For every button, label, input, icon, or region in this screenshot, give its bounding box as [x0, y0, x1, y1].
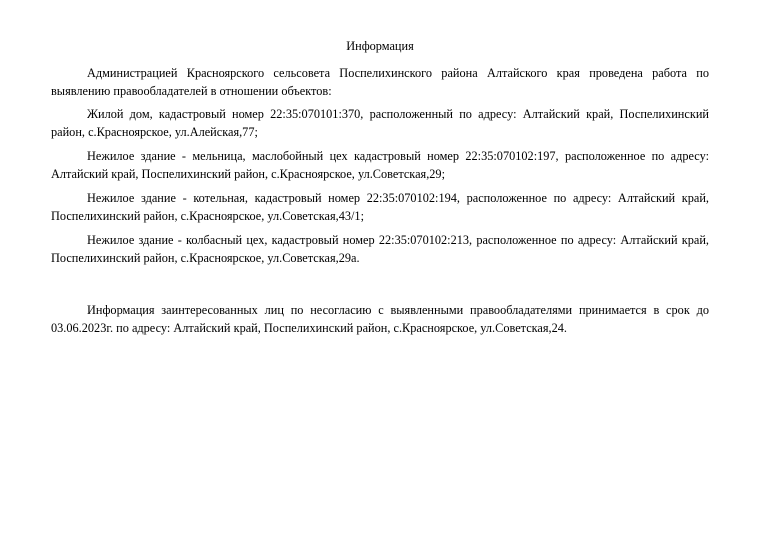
object-paragraph-sausage-shop: Нежилое здание - колбасный цех, кадастровый номер 22:35:070102:213, расположенное по адресу: Алтайский край, Поспелихинский район, с.Красноярское, ул.Советская,29а. — [51, 233, 709, 265]
document-title: Информация — [346, 39, 414, 53]
object-paragraph-mill: Нежилое здание - мельница, маслобойный цех кадастровый номер 22:35:070102:197, расположенное по адресу: Алтайский край, Поспелихинский район, с.Красноярское, ул.Советская,29; — [51, 149, 709, 181]
intro-paragraph: Администрацией Красноярского сельсовета Поспелихинского района Алтайского края проведена работа по выявлению правообладателей в отношении объектов: — [51, 66, 709, 98]
object-paragraph-boiler-house: Нежилое здание - котельная, кадастровый номер 22:35:070102:194, расположенное по адресу: Алтайский край, Поспелихинский район, с.Красноярское, ул.Советская,43/1; — [51, 191, 709, 223]
object-paragraph-residential-house: Жилой дом, кадастровый номер 22:35:070101:370, расположенный по адресу: Алтайский край, Поспелихинский район, с.Красноярское, ул.Алейская,77; — [51, 107, 709, 139]
closing-paragraph: Информация заинтересованных лиц по несогласию с выявленными правообладателями принимается в срок до 03.06.2023г. по адресу: Алтайский край, Поспелихинский район, с.Красноярское, ул.Советская,24. — [51, 303, 709, 335]
